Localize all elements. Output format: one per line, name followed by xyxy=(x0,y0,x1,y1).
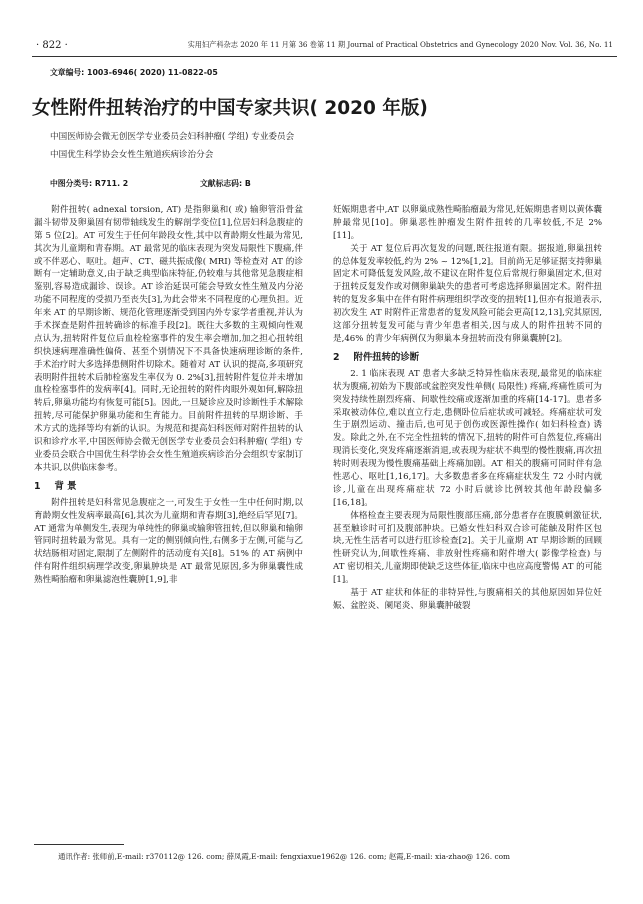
body-paragraph: 2. 1 临床表现 AT 患者大多缺乏特异性临床表现,最常见的临床症状为腹痛,初始为下腹部或盆腔突发性单侧( 局限性) 疼痛,疼痛性质可为突发持续性剧烈疼痛、间歇性绞痛或逐渐加重的疼痛[14-17]。患者多采取被动体位,难以直立行走,患侧卧位后症状或可减轻。疼痛症状可发生于剧烈运动、撞击后,也可见于创伤或医源性操作( 如妇科检查) 诱发。除此之外,在不完全性扭转的情况下,扭转的附件可自然复位,疼痛出现消长变化,突发疼痛逐渐消退,或表现为症状不典型的慢性腹痛,再次扭转时则表现为慢性腹痛基础上疼痛加剧。AT 相关的腹痛可同时伴有急性恶心、呕吐[1,16,17]。大多数患者多在疼痛症状发生 72 小时内就诊,儿童在出现疼痛症状 72 小时后就诊比例较其他年龄段偏多[16,18]。 xyxy=(333,368,602,508)
page-number: · 822 · xyxy=(36,40,68,51)
article-title: 女性附件扭转治疗的中国专家共识( 2020 年版) xyxy=(32,98,428,119)
right-column xyxy=(333,204,602,824)
body-paragraph: 附件扭转( adnexal torsion, AT) 是指卵巢和( 或) 输卵管沿骨盆漏斗韧带及卵巢固有韧带轴线发生的解剖学变位[1],位居妇科急腹症的第 5 位[2]。AT 可发生于任何年龄段女性,其中以育龄期女性最为常见,其次为儿童期和青春期。AT 最常见的临床表现为突发局限性下腹痛,伴或不伴恶心、呕吐。超声、CT、磁共振成像( MRI) 等检查对 AT 的诊断有一定辅助意义,由于缺乏典型临床特征,仍较难与其他常见急腹症相鉴别,容易造成漏诊、误诊。AT 诊治延误可能会导致女性生殖及内分泌功能不同程度的受损乃至丧失[3],为此会带来不同程度的心理负担。近年来 AT 的早期诊断、规范化管理逐渐受到国内外专家学者重视,并认为手术探查是附件扭转确诊的标准手段[2]。既往大多数的主观倾向性观点认为,扭转附件复位后血栓栓塞事件的发生率会增加,加之担心扭转组织快速病理准确性偏倚、甚至个别情况下不具备快速病理诊断的条件,手术治疗时大多选择患侧附件切除术。随着对 AT 认识的提高,多项研究表明附件扭转术后肺栓塞发生率仅为 0. 2%[3],扭转附件复位并未增加血栓栓塞事件的发病率[4]。同时,无论扭转的附件肉眼外观如何,解除扭转后,卵巢功能均有恢复可能[5]。因此,一旦疑诊应及时诊断性手术解除扭转,尽可能保护卵巢功能和生育能力。目前附件扭转的早期诊断、手术方式的选择等均有新的认识。为规范和提高妇科医师对附件扭转的认识和诊疗水平,中国医师协会微无创医学专业委员会妇科肿瘤( 学组) 专业委员会联合中国优生科学协会女性生殖道疾病诊治分会组织专家制订本共识,以供临床参考。 xyxy=(34,205,303,473)
footnote-rule xyxy=(34,844,124,845)
section-number: 2 xyxy=(333,351,340,363)
section-title: 附件扭转的诊断 xyxy=(353,351,420,363)
body-paragraph: 关于 AT 复位后再次复发的问题,既往报道有限。据报道,卵巢扭转的总体复发率较低,约为 2% ~ 12%[1,2]。目前尚无足够证据支持卵巢固定术可降低复发风险,故不建议在附件复位后常规行卵巢固定术,但对于扭转反复发作或对侧卵巢缺失的患者可考虑选择卵巢固定术。附件扭转的复发多集中在伴有附件病理组织学改变的扭转[1],但亦有报道表示,初次发生 AT 时附件正常患者的复发风险可能会更高[12,13],究其原因,这部分扭转复发可能与青少年患者相关,因与成人的附件扭转不同的是,46% 的青少年病例仅为卵巢本身扭转而没有卵巢囊肿[2]。 xyxy=(333,243,602,344)
body-paragraph: 附件扭转是妇科常见急腹症之一,可发生于女性一生中任何时期,以育龄期女性发病率最高[6],其次为儿童期和青春期[3],绝经后罕见[7]。AT 通常为单侧发生,表现为单纯性的卵巢或输卵管扭转,但以卵巢和输卵管同时扭转最为常见。具有一定的侧别倾向性,右侧多于左侧,可能与乙状结肠相对固定,限制了左侧附件的活动度有关[8]。51% 的 AT 病例中伴有附件组织病理学改变,卵巢肿块是 AT 最常见原因,多为卵巢囊性成熟性畸胎瘤和卵巢滤泡性囊肿[1,9],非 xyxy=(34,497,303,586)
running-head: 实用妇产科杂志 2020 年 11 月第 36 卷第 11 期 Journal of Practical Obstetrics and Gynecology 2020 Nov. Vol. 36, No. 11 xyxy=(187,40,613,49)
section-title: 背 景 xyxy=(54,480,77,492)
article-id: 文章编号: 1003-6946( 2020) 11-0822-05 xyxy=(50,68,218,77)
left-column xyxy=(34,204,303,824)
section-heading xyxy=(333,351,602,365)
author-line-2: 中国优生科学协会女性生殖道疾病诊治分会 xyxy=(50,150,214,160)
classification-number: 中图分类号: R711. 2 xyxy=(50,179,129,188)
header-rule xyxy=(32,56,617,57)
body-paragraph: 妊娠期患者中,AT 以卵巢成熟性畸胎瘤最为常见,妊娠期患者则以黄体囊肿最常见[10]。卵巢恶性肿瘤发生附件扭转的几率较低,不足 2%[11]。 xyxy=(333,205,602,241)
section-number: 1 xyxy=(34,480,41,492)
author-line-1: 中国医师协会微无创医学专业委员会妇科肿瘤( 学组) 专业委员会 xyxy=(50,132,295,142)
corresponding-author-footnote: 通讯作者: 张师前,E-mail: r370112@ 126. com; 薛凤霞,E-mail: fengxiaxue1962@ 126. com; 赵霞,E-mail: xia-zhao@ 126. com xyxy=(58,852,511,861)
document-code: 文献标志码: B xyxy=(200,179,251,188)
section-heading xyxy=(34,480,303,494)
body-paragraph: 基于 AT 症状和体征的非特异性,与腹痛相关的其他原因如异位妊娠、盆腔炎、阑尾炎、卵巢囊肿破裂 xyxy=(333,588,602,611)
body-paragraph: 体格检查主要表现为局限性腹部压痛,部分患者存在腹膜刺激征状,甚至触诊时可扪及腹部肿块。已婚女性妇科双合诊可能触及附件区包块,无性生活者可以进行肛诊检查[2]。关于儿童期 AT 早期诊断的回顾性研究认为,间歇性疼痛、非放射性疼痛和附件增大( 影像学检查) 与 AT 密切相关,儿童期即使缺乏这些体征,临床中也应高度警惕 AT 的可能[1]。 xyxy=(333,510,602,586)
